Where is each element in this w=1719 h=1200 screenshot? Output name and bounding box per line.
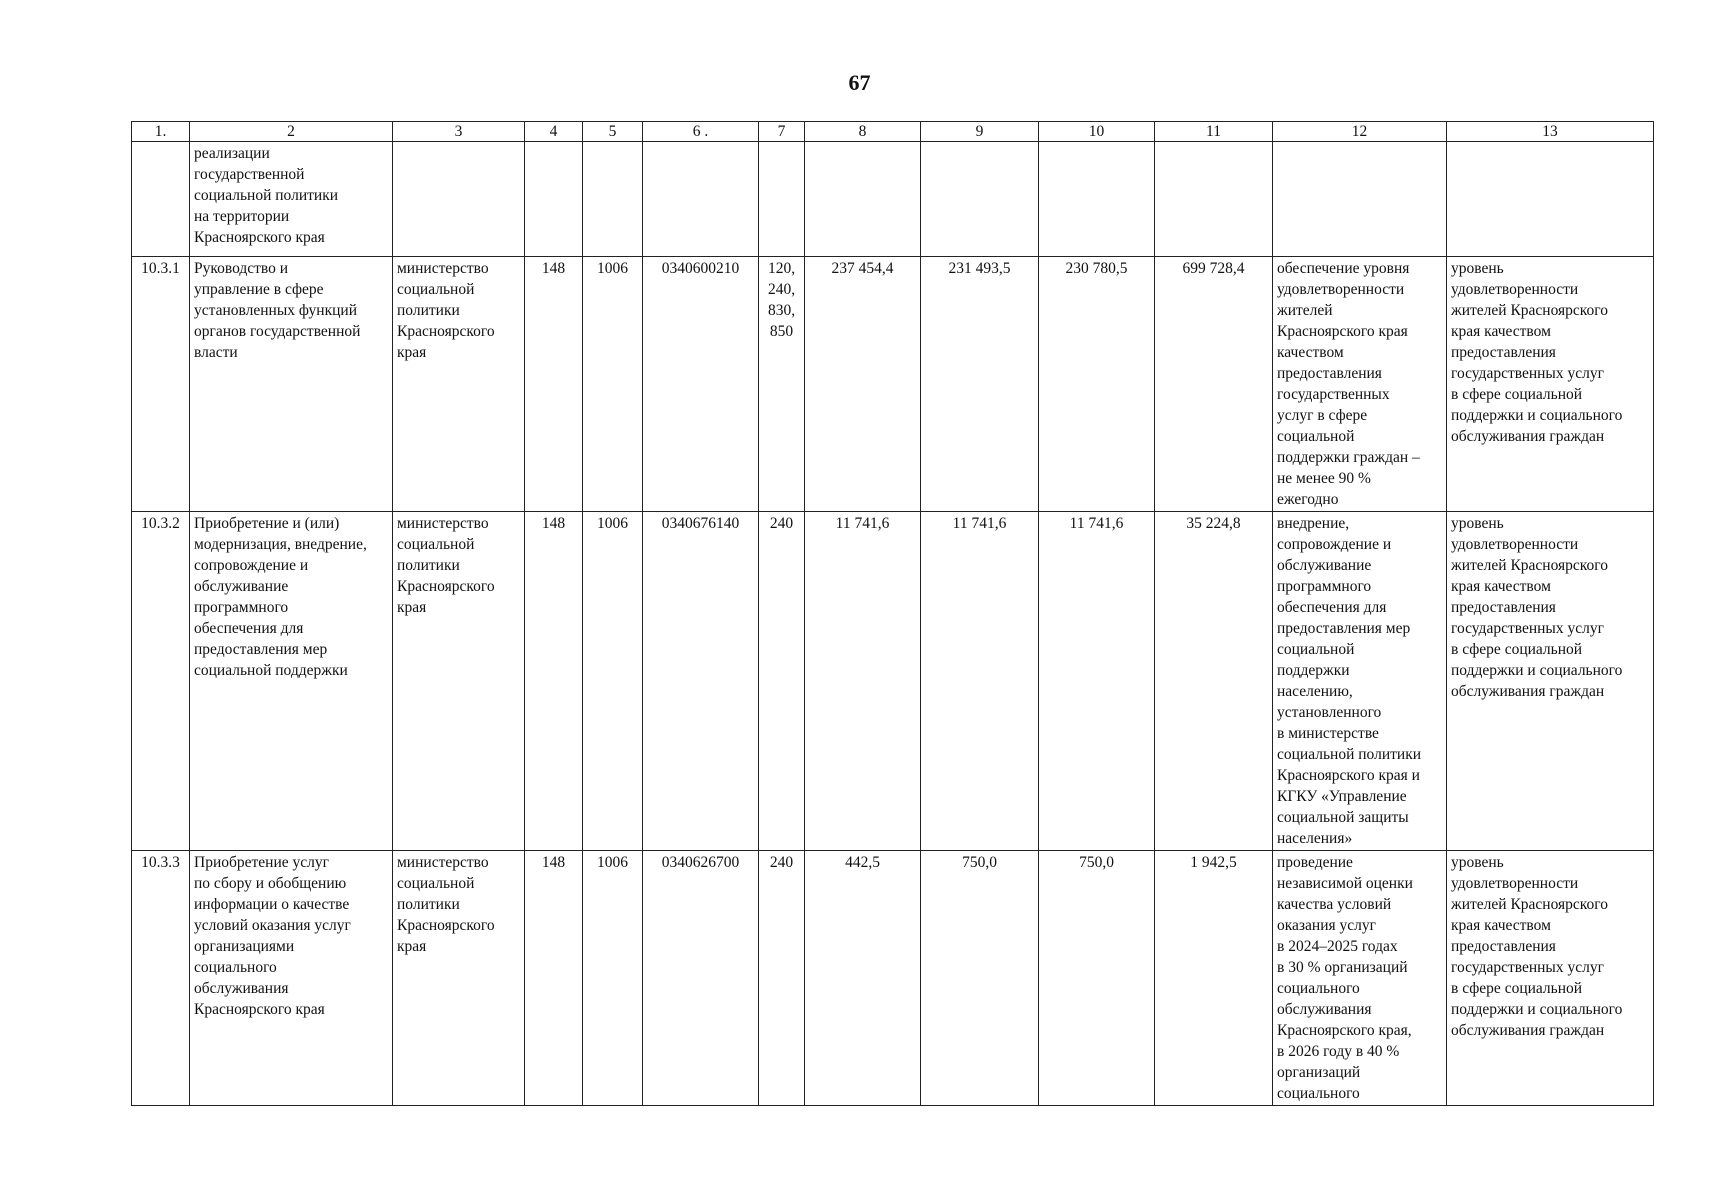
table-row <box>132 257 1654 512</box>
cell-total: 1 942,5 <box>1155 851 1273 1106</box>
cell-grbs: 148 <box>525 851 583 1106</box>
cell-number: 10.3.2 <box>132 512 190 851</box>
page-number: 67 <box>848 70 871 95</box>
cell-year-2: 11 741,6 <box>921 512 1039 851</box>
column-header: 10 <box>1039 122 1155 142</box>
cell-activity-name: Приобретение услуг по сбору и обобщению информации о качестве условий оказания услуг организациями социального обслуживания Красноярского края <box>190 851 393 1106</box>
cell-executor: министерство социальной политики Красноярского края <box>393 851 525 1106</box>
cell-csr: 0340626700 <box>643 851 759 1106</box>
column-header: 9 <box>921 122 1039 142</box>
table-row <box>132 512 1654 851</box>
cell-rzpr: 1006 <box>583 512 643 851</box>
cell-grbs: 148 <box>525 257 583 512</box>
continuation-row <box>132 142 1654 257</box>
cell-csr: 0340676140 <box>643 512 759 851</box>
cell-year-2: 750,0 <box>921 851 1039 1106</box>
cell-year-3: 750,0 <box>1039 851 1155 1106</box>
column-header: 7 <box>759 122 805 142</box>
column-header: 12 <box>1273 122 1447 142</box>
cell-activity-name: Приобретение и (или) модернизация, внедрение, сопровождение и обслуживание программного обеспечения для предоставления мер социальной поддержки <box>190 512 393 851</box>
cell-total: 699 728,4 <box>1155 257 1273 512</box>
cell-executor: министерство социальной политики Красноярского края <box>393 257 525 512</box>
cell-expected-result: обеспечение уровня удовлетворенности жителей Красноярского края качеством предоставления государственных услуг в сфере социальной поддержки граждан – не менее 90 % ежегодно <box>1273 257 1447 512</box>
cell-year-2: 231 493,5 <box>921 257 1039 512</box>
column-header: 11 <box>1155 122 1273 142</box>
column-header: 6 . <box>643 122 759 142</box>
cell-expected-result: проведение независимой оценки качества условий оказания услуг в 2024–2025 годах в 30 % организаций социального обслуживания Красноярского края, в 2026 году в 40 % организаций социального <box>1273 851 1447 1106</box>
program-activities-table <box>131 121 1654 1106</box>
cell-number: 10.3.3 <box>132 851 190 1106</box>
cell-vr: 240 <box>759 851 805 1106</box>
cell-total: 35 224,8 <box>1155 512 1273 851</box>
cell-rzpr: 1006 <box>583 851 643 1106</box>
cell-rzpr: 1006 <box>583 257 643 512</box>
cell-year-1: 237 454,4 <box>805 257 921 512</box>
column-header: 1. <box>132 122 190 142</box>
column-header: 5 <box>583 122 643 142</box>
cell-indicator: уровень удовлетворенности жителей Красноярского края качеством предоставления государственных услуг в сфере социальной поддержки и социального обслуживания граждан <box>1447 257 1654 512</box>
cell-vr: 120, 240, 830, 850 <box>759 257 805 512</box>
column-header: 3 <box>393 122 525 142</box>
cell-year-3: 11 741,6 <box>1039 512 1155 851</box>
cell-executor: министерство социальной политики Красноярского края <box>393 512 525 851</box>
cell-csr: 0340600210 <box>643 257 759 512</box>
column-number-header-row <box>132 122 1654 142</box>
cell-indicator: уровень удовлетворенности жителей Красноярского края качеством предоставления государственных услуг в сфере социальной поддержки и социального обслуживания граждан <box>1447 512 1654 851</box>
cell-year-1: 11 741,6 <box>805 512 921 851</box>
cell-number <box>132 142 190 257</box>
cell-expected-result: внедрение, сопровождение и обслуживание программного обеспечения для предоставления мер социальной поддержки населению, установленного в министерстве социальной политики Красноярского края и КГКУ «Управление социальной защиты населения» <box>1273 512 1447 851</box>
cell-year-1: 442,5 <box>805 851 921 1106</box>
column-header: 13 <box>1447 122 1654 142</box>
column-header: 2 <box>190 122 393 142</box>
cell-year-3: 230 780,5 <box>1039 257 1155 512</box>
cell-activity-name: Руководство и управление в сфере установленных функций органов государственной власти <box>190 257 393 512</box>
cell-activity-name: реализации государственной социальной политики на территории Красноярского края <box>190 142 393 257</box>
column-header: 4 <box>525 122 583 142</box>
column-header: 8 <box>805 122 921 142</box>
cell-grbs: 148 <box>525 512 583 851</box>
cell-number: 10.3.1 <box>132 257 190 512</box>
cell-indicator: уровень удовлетворенности жителей Красноярского края качеством предоставления государственных услуг в сфере социальной поддержки и социального обслуживания граждан <box>1447 851 1654 1106</box>
table-row <box>132 851 1654 1106</box>
cell-vr: 240 <box>759 512 805 851</box>
